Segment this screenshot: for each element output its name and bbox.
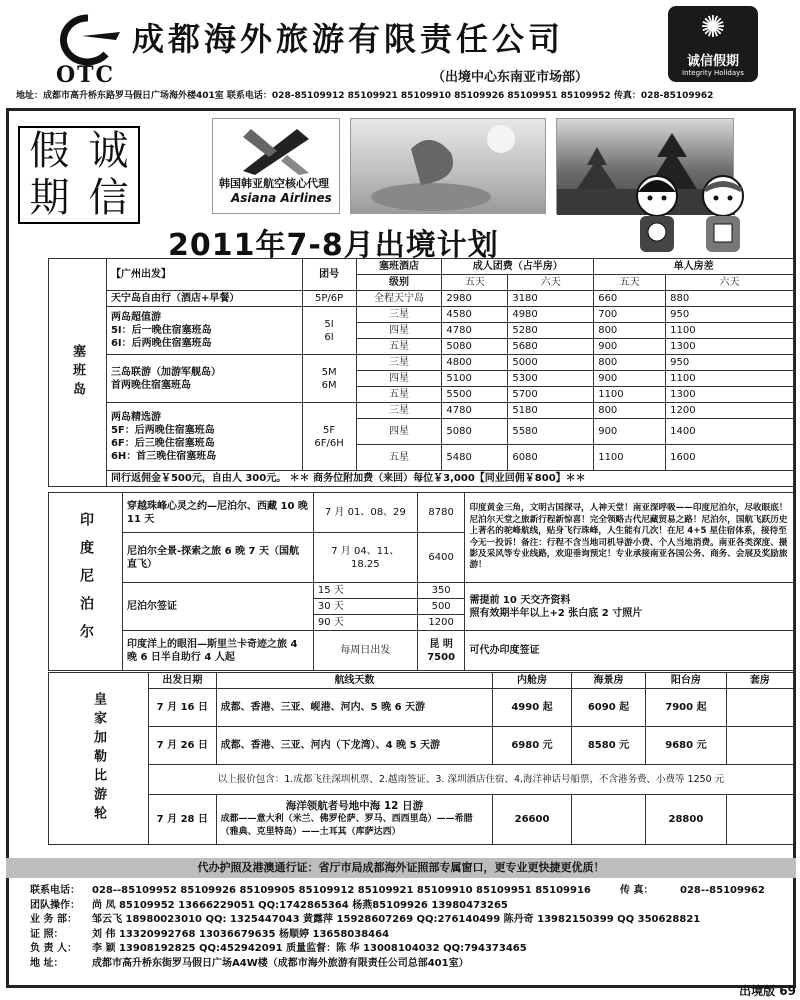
price-cell: 5500	[442, 387, 508, 403]
visa-days: 15 天	[313, 583, 417, 599]
table-row	[49, 727, 794, 765]
contact-label: 传 真：	[620, 885, 654, 896]
price-cell: 5580	[508, 419, 594, 445]
badge-char: 期	[29, 175, 70, 221]
hotel-level: 五星	[356, 339, 442, 355]
flower-icon: ✺	[700, 10, 726, 45]
cruise-date: 7 月 26 日	[149, 727, 217, 765]
mascot-boy-icon	[630, 170, 684, 256]
col-header: 六天	[666, 275, 794, 291]
price-cell: 800	[594, 355, 666, 371]
route-line: 两岛超值游	[110, 312, 161, 323]
price-cell: 26600	[493, 795, 572, 845]
price-cell	[726, 727, 793, 765]
price-cell: 5300	[508, 371, 594, 387]
route-name	[106, 355, 302, 403]
price-cell: 1100	[666, 371, 794, 387]
price-cell	[726, 795, 793, 845]
departure-dates: 每周日出发	[313, 631, 417, 671]
price-cell: 1200	[666, 403, 794, 419]
price-cell: 5100	[442, 371, 508, 387]
code-line: 5I	[324, 318, 334, 330]
col-header: 五天	[594, 275, 666, 291]
table-row	[49, 291, 794, 307]
price-cell: 900	[594, 371, 666, 387]
hotel-level: 四星	[356, 419, 442, 445]
col-header: 海景房	[571, 673, 645, 689]
price-cell: 1300	[666, 387, 794, 403]
price-cell: 900	[594, 339, 666, 355]
route-name: 尼泊尔全景-探索之旅 6 晚 7 天（国航直飞）	[123, 533, 314, 583]
table-row	[49, 307, 794, 323]
india-side-label: 印度尼泊尔	[49, 493, 123, 671]
price-cell: 4990 起	[493, 689, 572, 727]
otc-text: OTC	[56, 62, 116, 88]
price-cell: 1100	[666, 323, 794, 339]
hotel-level: 四星	[356, 323, 442, 339]
price-cell: 5080	[442, 339, 508, 355]
price-cell: 1600	[666, 445, 794, 471]
price-cell: 6980 元	[493, 727, 572, 765]
col-header: 单人房差	[594, 259, 794, 275]
col-header: 【广州出发】	[106, 259, 302, 291]
table-row	[49, 493, 794, 533]
price-cell: 900	[594, 419, 666, 445]
price-cell: 6400	[417, 533, 465, 583]
price-cell: 700	[594, 307, 666, 323]
department: （出境中心东南亚市场部）	[432, 70, 589, 85]
price-cell: 9680 元	[646, 727, 726, 765]
price-cell: 1100	[594, 387, 666, 403]
contact-label: 证 照：	[30, 928, 64, 940]
code-line: 5F	[323, 424, 336, 436]
company-name: 成都海外旅游有限责任公司	[132, 20, 565, 58]
price-cell: 2980	[442, 291, 508, 307]
route-name: 天宁岛自由行（酒店+早餐）	[106, 291, 302, 307]
saipan-table	[48, 258, 794, 487]
table-row	[49, 471, 794, 487]
price-cell: 660	[594, 291, 666, 307]
hotel-level: 三星	[356, 355, 442, 371]
price-cell: 950	[666, 355, 794, 371]
tour-code	[302, 355, 356, 403]
table-row	[49, 259, 794, 275]
visa-note-line: 照有效期半年以上+2 张白底 2 寸照片	[469, 607, 643, 619]
contact-block	[30, 884, 790, 972]
col-header: 成人团费（占半房）	[442, 259, 594, 275]
cruise-route: 成都、香港、三亚、河内（下龙湾）、4 晚 5 天游	[216, 727, 493, 765]
route-name: 印度洋上的眼泪—斯里兰卡奇迹之旅 4 晚 6 日半自助行 4 人起	[123, 631, 314, 671]
price-cell: 950	[666, 307, 794, 323]
plan-title: 2011年7-8月出境计划	[168, 228, 499, 263]
code-line: 6F/6H	[314, 437, 344, 449]
visa-days: 90 天	[313, 615, 417, 631]
code-line: 6M	[321, 379, 337, 391]
brand-logo	[668, 6, 758, 82]
price-cell: 5680	[508, 339, 594, 355]
india-nepal-table	[48, 492, 794, 671]
hotel-level: 五星	[356, 445, 442, 471]
price-cell: 3180	[508, 291, 594, 307]
route-name: 穿越珠峰心灵之约—尼泊尔、西藏 10 晚 11 天	[123, 493, 314, 533]
price-cell: 5280	[508, 323, 594, 339]
table-row	[49, 765, 794, 795]
code-line: 6I	[324, 331, 334, 343]
price-cell: 4980	[508, 307, 594, 323]
contact-value: 邹云飞 18980023010 QQ: 1325447043 黄露萍 15928607269 QQ:276140499 陈丹奇 13982150399 QQ 350628821	[92, 914, 701, 926]
price-cell: 4800	[442, 355, 508, 371]
header	[0, 0, 800, 90]
contact-value: 028--85109952 85109926 85109905 85109912 85109921 85109910 85109951 85109916	[92, 885, 591, 896]
price-cell: 5180	[508, 403, 594, 419]
route-line: 6F：后三晚住宿塞班岛	[110, 437, 215, 449]
route-line: 5I：后一晚住宿塞班岛	[110, 325, 212, 336]
route-name	[106, 307, 302, 355]
code-line: 5M	[321, 366, 337, 378]
contact-label: 团队操作：	[30, 899, 80, 911]
price-cell: 4580	[442, 307, 508, 323]
price-cell: 4780	[442, 403, 508, 419]
visa-name: 尼泊尔签证	[123, 583, 314, 631]
route-line: 6H：首三晚住宿塞班岛	[110, 450, 217, 462]
cruise-date: 7 月 28 日	[149, 795, 217, 845]
asiana-logo-icon	[237, 125, 315, 177]
price-cell: 1100	[594, 445, 666, 471]
badge-char: 诚	[88, 128, 129, 174]
integrity-badge	[18, 126, 140, 224]
cruise-table	[48, 672, 794, 845]
seaside-photo	[350, 118, 546, 214]
visa-price: 350	[417, 583, 465, 599]
col-header: 航线天数	[216, 673, 493, 689]
saipan-side-label: 塞班岛	[49, 259, 107, 487]
asiana-line2: Asiana Airlines	[231, 191, 332, 205]
page-footer: 出境版 69	[739, 984, 796, 998]
tour-code: 5P/6P	[302, 291, 356, 307]
table-row	[49, 689, 794, 727]
col-header: 六天	[508, 275, 594, 291]
hotel-level: 全程天宁岛	[356, 291, 442, 307]
passport-notice: 代办护照及港澳通行证：省厅市局成都海外证照部专属窗口，更专业更快捷更优质！	[6, 858, 796, 878]
cruise-route	[216, 795, 493, 845]
price-cell: 880	[666, 291, 794, 307]
table-row	[49, 673, 794, 689]
price-cell: 5480	[442, 445, 508, 471]
cruise-route-detail: 成都——意大利（米兰、佛罗伦萨、罗马、西西里岛）——希腊（雅典、克里特岛）——土耳其（库萨达西）	[220, 814, 473, 837]
table-row	[49, 355, 794, 371]
india-description: 印度黄金三角，文明古国探寻，人神天堂！南亚深呼吸——印度尼泊尔，尽收眼底！尼泊尔天堂之旅新行程新惊喜！完全领略古代尼藏贸易之路！尼泊尔，国航飞跃历史上著名的驼峰航线，贴身飞行珠峰，人生能有几次！在尼 4+5 星住宿体系，接待至今无一投诉！备注：行程不含当地司机导游小费、个人当地消费。南亚各类深度、摄影及采风等专业线路，欢迎垂询预定！专业承接南亚各国公务、商务、会展及奖励旅游！	[465, 493, 794, 583]
contact-label: 负 责 人：	[30, 943, 77, 955]
brand-en: Integrity Holidays	[682, 69, 744, 77]
badge-char: 信	[88, 175, 129, 221]
contact-row	[30, 913, 790, 928]
table-row	[49, 631, 794, 671]
contact-value: 李 颖 13908192825 QQ:452942091 质量监督：陈 华 13008104032 QQ:794373465	[92, 943, 527, 955]
col-header: 套房	[726, 673, 793, 689]
tour-code	[302, 403, 356, 471]
cruise-inclusions: 以上报价包含：1.成都飞往深圳机票、2.越南签证、3. 深圳酒店住宿、4.海洋神话号船票，不含港务费、小费等 1250 元	[149, 765, 794, 795]
price-cell: 800	[594, 323, 666, 339]
price-cell: 5700	[508, 387, 594, 403]
table-row	[49, 583, 794, 599]
cruise-route-title: 海洋领航者号地中海 12 日游	[285, 800, 424, 812]
asiana-line1: 韩国韩亚航空核心代理	[219, 177, 329, 190]
price-cell: 800	[594, 403, 666, 419]
contact-row	[30, 884, 790, 899]
price-cell: 5080	[442, 419, 508, 445]
visa-note-line: 需提前 10 天交齐资料	[469, 594, 571, 606]
route-name	[106, 403, 302, 471]
col-header: 塞班酒店	[356, 259, 442, 275]
price-cell: 7900 起	[646, 689, 726, 727]
price-cell: 6080	[508, 445, 594, 471]
route-line: 三岛联游（加游军舰岛）	[110, 366, 221, 378]
price-cell: 1400	[666, 419, 794, 445]
col-header: 级别	[356, 275, 442, 291]
price-cell: 5000	[508, 355, 594, 371]
visa-days: 30 天	[313, 599, 417, 615]
contact-label: 业 务 部：	[30, 914, 77, 926]
price-cell: 28800	[646, 795, 726, 845]
hotel-level: 四星	[356, 371, 442, 387]
contact-label: 联系电话：	[30, 885, 80, 896]
sri-note: 可代办印度签证	[465, 631, 794, 671]
contact-value: 成都市高升桥东街罗马假日广场A4W楼（成都市海外旅游有限责任公司总部401室）	[92, 957, 469, 969]
table-row	[49, 403, 794, 419]
contact-row	[30, 928, 790, 943]
route-line: 首两晚住宿塞班岛	[110, 379, 191, 391]
col-header: 阳台房	[646, 673, 726, 689]
cruise-side-label: 皇家加勒比游轮	[49, 673, 149, 845]
price-cell	[726, 689, 793, 727]
contact-value: 尚 凤 85109952 13666229051 QQ:1742865364 杨燕85109926 13980473265	[92, 899, 508, 911]
col-header: 五天	[442, 275, 508, 291]
price-cell: 8580 元	[571, 727, 645, 765]
contact-row	[30, 957, 790, 972]
departure-dates: 7 月 04、11、18.25	[313, 533, 417, 583]
contact-row	[30, 899, 790, 914]
price-cell: 4780	[442, 323, 508, 339]
route-line: 5F：后两晚住宿塞班岛	[110, 424, 215, 436]
address-bar: 地址：成都市高升桥东路罗马假日广场海外楼401室 联系电话：028-85109912 85109921 85109910 85109926 85109951 85109952 传真：028-85109962	[16, 91, 714, 101]
visa-note	[465, 583, 794, 631]
price-cell: 昆 明 7500	[417, 631, 465, 671]
price-cell: 1300	[666, 339, 794, 355]
contact-row	[30, 942, 790, 957]
hotel-level: 五星	[356, 387, 442, 403]
col-header: 团号	[302, 259, 356, 291]
saipan-footnote: 同行返佣金￥500元，自由人 300元。 ＊＊ 商务位附加费（来回）每位￥3,000【同业回佣￥800】＊＊	[106, 471, 793, 487]
col-header: 内舱房	[493, 673, 572, 689]
tour-code	[302, 307, 356, 355]
contact-value: 刘 伟 13320992768 13036679635 杨顺婷 13658038464	[92, 928, 390, 940]
cruise-date: 7 月 16 日	[149, 689, 217, 727]
route-line: 两岛精选游	[110, 411, 161, 423]
table-row	[49, 795, 794, 845]
brand-cn: 诚信假期	[686, 54, 739, 69]
contact-value: 028--85109962	[680, 885, 765, 896]
visa-price: 1200	[417, 615, 465, 631]
col-header: 出发日期	[149, 673, 217, 689]
price-cell: 8780	[417, 493, 465, 533]
price-cell	[571, 795, 645, 845]
visa-price: 500	[417, 599, 465, 615]
hotel-level: 三星	[356, 307, 442, 323]
seaside-illustration-icon	[351, 119, 547, 215]
hotel-level: 三星	[356, 403, 442, 419]
departure-dates: 7 月 01、08、29	[313, 493, 417, 533]
mascot-girl-icon	[696, 170, 750, 256]
contact-label: 地 址：	[30, 957, 64, 969]
route-line: 6I：后两晚住宿塞班岛	[110, 338, 212, 349]
cruise-route: 成都、香港、三亚、岘港、河内、5 晚 6 天游	[216, 689, 493, 727]
price-cell: 6090 起	[571, 689, 645, 727]
badge-char: 假	[29, 128, 70, 174]
asiana-ad	[212, 118, 340, 214]
